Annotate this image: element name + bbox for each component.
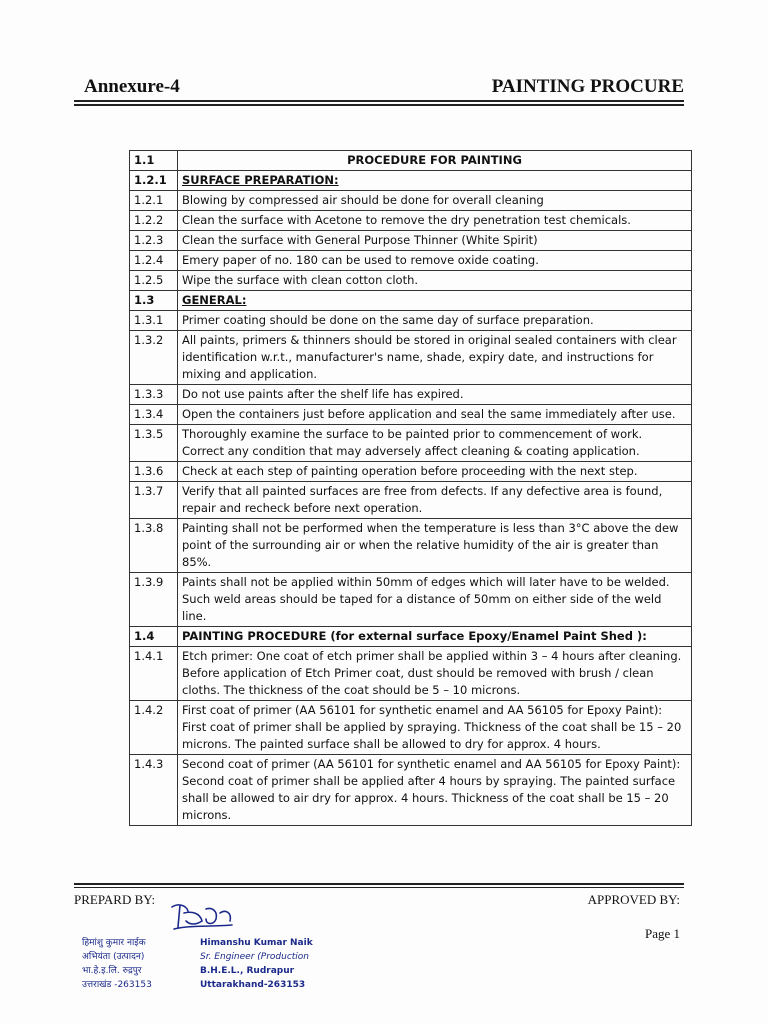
row-description: Primer coating should be done on the same day of surface preparation.	[178, 311, 692, 331]
stamp-hindi-line: हिमांशु कुमार नाईक	[82, 938, 146, 948]
table-row	[130, 755, 692, 826]
table-row	[130, 171, 692, 191]
stamp-location: Uttarakhand-263153	[200, 980, 306, 990]
row-number: 1.3.5	[130, 425, 178, 462]
procedure-table	[129, 150, 692, 826]
row-number: 1.2.4	[130, 251, 178, 271]
row-description: Paints shall not be applied within 50mm of edges which will later have to be welded. Such weld areas should be taped for a distance of 50mm on either side of the weld line.	[178, 573, 692, 627]
row-number: 1.2.5	[130, 271, 178, 291]
stamp-hindi-line: अभियंता (उत्पादन)	[82, 952, 145, 962]
table-row	[130, 519, 692, 573]
table-row	[130, 231, 692, 251]
table-row	[130, 385, 692, 405]
row-number: 1.2.2	[130, 211, 178, 231]
row-number: 1.2.1	[130, 171, 178, 191]
approved-by-label: APPROVED BY:	[587, 892, 680, 907]
stamp-hindi-line: भा.हे.इ.लि. रुद्रपुर	[82, 966, 142, 976]
stamp-company: B.H.E.L., Rudrapur	[200, 966, 295, 976]
row-description: Verify that all painted surfaces are free from defects. If any defective area is found, repair and recheck before next operation.	[178, 482, 692, 519]
row-description: All paints, primers & thinners should be stored in original sealed containers with clear identification w.r.t., manufacturer's name, shade, expiry date, and instructions for mixing and application.	[178, 331, 692, 385]
row-number: 1.2.1	[130, 191, 178, 211]
row-number: 1.4	[130, 627, 178, 647]
table-row	[130, 647, 692, 701]
row-description: Open the containers just before application and seal the same immediately after use.	[178, 405, 692, 425]
prepared-by-label: PREPARD BY:	[74, 892, 156, 907]
row-number: 1.3.7	[130, 482, 178, 519]
row-description: Check at each step of painting operation before proceeding with the next step.	[178, 462, 692, 482]
row-number: 1.3.3	[130, 385, 178, 405]
table-row	[130, 331, 692, 385]
row-description: Thoroughly examine the surface to be painted prior to commencement of work. Correct any condition that may adversely affect cleaning & coating application.	[178, 425, 692, 462]
table-row	[130, 311, 692, 331]
table-row	[130, 405, 692, 425]
row-description: PROCEDURE FOR PAINTING	[178, 151, 692, 171]
row-description: Wipe the surface with clean cotton cloth.	[178, 271, 692, 291]
english-stamp	[200, 936, 320, 992]
row-number: 1.3.2	[130, 331, 178, 385]
stamp-hindi-line: उत्तराखंड -263153	[82, 980, 152, 990]
page-number: Page 1	[644, 926, 680, 941]
footer-rule-second	[74, 887, 684, 888]
row-number: 1.4.3	[130, 755, 178, 826]
row-number: 1.1	[130, 151, 178, 171]
row-description: GENERAL:	[178, 291, 692, 311]
table-row	[130, 211, 692, 231]
table-row	[130, 291, 692, 311]
row-description: Painting shall not be performed when the temperature is less than 3°C above the dew point of the surrounding air or when the relative humidity of the air is greater than 85%.	[178, 519, 692, 573]
table-row	[130, 151, 692, 171]
table-row	[130, 425, 692, 462]
row-number: 1.4.1	[130, 647, 178, 701]
stamp-designation: Sr. Engineer (Production	[200, 952, 310, 962]
row-description: Etch primer: One coat of etch primer shall be applied within 3 – 4 hours after cleaning. Before application of Etch Primer coat, dust should be removed with brush / clean cloths. The thickness of the coat should be 5 – 10 microns.	[178, 647, 692, 701]
table-row	[130, 191, 692, 211]
row-number: 1.3.8	[130, 519, 178, 573]
table-row	[130, 271, 692, 291]
table-row	[130, 573, 692, 627]
row-description: Second coat of primer (AA 56101 for synthetic enamel and AA 56105 for Epoxy Paint): Second coat of primer shall be applied after 4 hours by spraying. The painted surface shall be allowed to air dry for approx. 4 hours. Thickness of the coat shall be 15 – 20 microns.	[178, 755, 692, 826]
row-number: 1.3.1	[130, 311, 178, 331]
handwritten-signature	[166, 895, 238, 935]
row-description: Emery paper of no. 180 can be used to remove oxide coating.	[178, 251, 692, 271]
row-description: Clean the surface with Acetone to remove the dry penetration test chemicals.	[178, 211, 692, 231]
row-number: 1.3.4	[130, 405, 178, 425]
hindi-stamp	[82, 936, 202, 992]
row-description: Do not use paints after the shelf life has expired.	[178, 385, 692, 405]
row-description: First coat of primer (AA 56101 for synthetic enamel and AA 56105 for Epoxy Paint): First coat of primer shall be applied by spraying. Thickness of the coat shall be 15 – 20 microns. The painted surface shall be allowed to dry for approx. 4 hours.	[178, 701, 692, 755]
row-number: 1.3.9	[130, 573, 178, 627]
annexure-label: Annexure-4	[84, 76, 180, 97]
footer-rule	[74, 883, 684, 885]
table-row	[130, 701, 692, 755]
row-description: Blowing by compressed air should be done for overall cleaning	[178, 191, 692, 211]
row-number: 1.2.3	[130, 231, 178, 251]
row-description: Clean the surface with General Purpose Thinner (White Spirit)	[178, 231, 692, 251]
row-number: 1.3	[130, 291, 178, 311]
row-number: 1.4.2	[130, 701, 178, 755]
row-description: SURFACE PREPARATION:	[178, 171, 692, 191]
document-title: PAINTING PROCURE	[491, 76, 684, 97]
header-rule-second	[74, 104, 684, 106]
table-row	[130, 482, 692, 519]
table-row	[130, 462, 692, 482]
row-number: 1.3.6	[130, 462, 178, 482]
table-row	[130, 251, 692, 271]
stamp-name: Himanshu Kumar Naik	[200, 938, 313, 948]
table-row	[130, 627, 692, 647]
row-description: PAINTING PROCEDURE (for external surface Epoxy/Enamel Paint Shed ):	[178, 627, 692, 647]
header-rule	[74, 100, 684, 102]
